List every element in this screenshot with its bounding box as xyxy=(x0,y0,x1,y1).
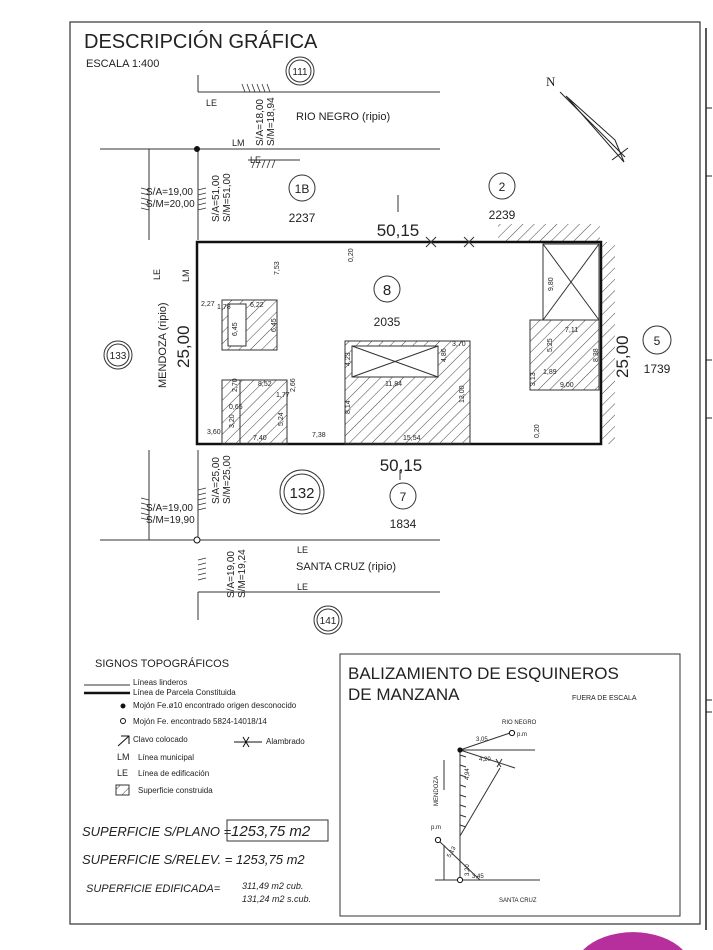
baliz-street-top: RIO NEGRO xyxy=(502,720,537,726)
legend-title: SIGNOS TOPOGRÁFICOS xyxy=(95,658,230,670)
parcel-2 xyxy=(489,173,516,222)
plan-scale: ESCALA 1:400 xyxy=(86,58,160,70)
measure-9-80: 9,80 xyxy=(548,277,555,291)
street-bottom-label: SANTA CRUZ (ripio) xyxy=(296,561,397,573)
measure-8-52: 8,52 xyxy=(258,381,272,388)
le-label-top2: LE xyxy=(250,155,262,165)
measure-7-38: 7,38 xyxy=(312,432,326,439)
lm-label-top: LM xyxy=(232,138,245,148)
lm-label-left: LM xyxy=(181,269,191,282)
measure-5-25: 5,25 xyxy=(547,338,554,352)
legend-item-parcela: Línea de Parcela Constituida xyxy=(133,688,236,697)
svg-text:2239: 2239 xyxy=(488,208,516,222)
svg-text:8: 8 xyxy=(382,282,392,299)
block-132 xyxy=(280,470,324,514)
measure-4-23: 4,23 xyxy=(345,352,352,366)
sa-19-bottom: S/A=19,00 xyxy=(226,551,237,598)
dim-bottom: 50,15 xyxy=(379,456,423,475)
measure-7-40: 7,40 xyxy=(253,435,267,442)
surface-edif-scub: 131,24 m2 s.cub. xyxy=(242,894,312,904)
measure-2-66: 2,66 xyxy=(290,378,297,392)
legend-item-mojon-origen: Mojón Fe.ø10 encontrado origen desconocido xyxy=(133,701,297,710)
dim-right: 25,00 xyxy=(613,335,632,378)
measure-6-45b: 6,45 xyxy=(271,318,278,332)
nail-icon xyxy=(118,736,129,746)
baliz-3-45: 3,45 xyxy=(472,874,484,880)
block-141 xyxy=(314,606,342,634)
svg-text:5: 5 xyxy=(653,334,661,348)
measure-4-86: 4,86 xyxy=(441,348,448,362)
balizamiento-scale: FUERA DE ESCALA xyxy=(572,695,637,702)
monument-registered xyxy=(194,537,200,543)
legend xyxy=(84,657,305,795)
sa-18: S/A=18,00 xyxy=(255,99,266,146)
measure-7-53: 7,53 xyxy=(274,261,281,275)
monument-found xyxy=(194,146,200,152)
baliz-street-bottom: SANTA CRUZ xyxy=(499,898,537,904)
baliz-4-94: 4,94 xyxy=(465,768,471,780)
svg-text:1B: 1B xyxy=(294,182,310,196)
measure-1-89: 1,89 xyxy=(543,369,557,376)
measure-1-78: 1,78 xyxy=(217,304,231,311)
measure-0-20b: 0,20 xyxy=(534,424,541,438)
svg-text:2237: 2237 xyxy=(288,211,316,225)
page-corner-mark xyxy=(583,932,683,950)
baliz-street-left: MENDOZA xyxy=(434,776,440,806)
surface-plano-value: 1253,75 m2 xyxy=(231,823,311,840)
measure-1-77: 1,77 xyxy=(276,392,290,399)
dim-left: 25,00 xyxy=(174,325,193,368)
measure-13-00: 13,00 xyxy=(459,385,466,403)
baliz-pm-top: p.m xyxy=(517,732,528,738)
parcel-7 xyxy=(390,483,417,531)
legend-item-alambrado: Alambrado xyxy=(266,737,305,746)
sa-19-left-b: S/A=19,00 xyxy=(146,503,193,514)
surface-edif-cub: 311,49 m2 cub. xyxy=(242,881,304,891)
sm-18-94: S/M=18,94 xyxy=(266,97,277,146)
measure-0-20a: 0,20 xyxy=(348,248,355,262)
parcel-1b xyxy=(289,175,316,225)
right-panel-fragments xyxy=(706,108,712,712)
legend-item-le: Línea de edificación xyxy=(138,769,210,778)
svg-text:2: 2 xyxy=(498,180,506,194)
block-133 xyxy=(104,341,132,369)
street-left-label: MENDOZA (ripio) xyxy=(157,302,169,388)
legend-item-lm: Línea municipal xyxy=(138,753,195,762)
street-top-label: RIO NEGRO (ripio) xyxy=(296,111,391,123)
sm-25-south: S/M=25,00 xyxy=(222,455,233,504)
neighbour-hatch-ne xyxy=(498,224,600,242)
parcel-8 xyxy=(374,276,401,329)
svg-text:7: 7 xyxy=(399,490,407,504)
measure-3-13: 3,13 xyxy=(530,372,537,386)
block-111 xyxy=(286,57,314,85)
baliz-3-05: 3,05 xyxy=(476,737,488,743)
measure-5-24: 5,24 xyxy=(278,412,285,426)
measure-6-45a: 6,45 xyxy=(232,322,239,336)
svg-text:2035: 2035 xyxy=(373,315,401,329)
sm-19-24-bottom: S/M=19,24 xyxy=(237,549,248,598)
measure-3-20: 3,20 xyxy=(229,414,236,428)
parcel-5 xyxy=(643,326,671,376)
baliz-3-20: 3,20 xyxy=(465,864,471,876)
svg-text:LE: LE xyxy=(117,768,129,778)
balizamiento-title-1: BALIZAMIENTO DE ESQUINEROS xyxy=(348,664,619,683)
svg-text:133: 133 xyxy=(109,351,127,362)
legend-item-clavo: Clavo colocado xyxy=(133,735,188,744)
measure-3-60: 3,60 xyxy=(207,429,221,436)
baliz-pm-left: p.m xyxy=(431,825,442,831)
legend-item-linderos: Líneas linderos xyxy=(133,678,188,687)
measure-9-00: 9,00 xyxy=(560,382,574,389)
le-label-top: LE xyxy=(206,98,218,108)
legend-item-mojon: Mojón Fe. encontrado 5824-14018/14 xyxy=(133,717,267,726)
measure-6-22: 6,22 xyxy=(250,302,264,309)
balizamiento-panel xyxy=(340,654,680,916)
measure-3-70: 3,70 xyxy=(452,341,466,348)
svg-text:1834: 1834 xyxy=(389,517,417,531)
north-label: N xyxy=(546,74,556,89)
balizamiento-title-2: DE MANZANA xyxy=(348,685,460,704)
sa-51: S/A=51,00 xyxy=(211,175,222,222)
north-arrow-icon xyxy=(546,74,628,162)
le-label-bottom: LE xyxy=(297,545,309,555)
measure-11-84: 11,84 xyxy=(385,381,402,388)
sa-25-south: S/A=25,00 xyxy=(211,457,222,504)
measure-15-54: 15,54 xyxy=(403,435,421,442)
measure-2-70: 2,70 xyxy=(232,378,239,392)
hatch-swatch-icon xyxy=(116,785,129,795)
svg-text:LM: LM xyxy=(117,752,130,762)
measure-2-27: 2,27 xyxy=(201,301,215,308)
sa-19-left: S/A=19,00 xyxy=(146,187,193,198)
fence-icon xyxy=(234,737,262,747)
building-d xyxy=(530,244,599,390)
svg-text:1739: 1739 xyxy=(643,362,671,376)
sm-51: S/M=51,00 xyxy=(222,173,233,222)
measure-8-38: 8,38 xyxy=(593,348,600,362)
sm-20-left: S/M=20,00 xyxy=(146,199,195,210)
surface-relev: SUPERFICIE S/RELEV. = 1253,75 m2 xyxy=(82,852,305,867)
baliz-4-20: 4,20 xyxy=(479,757,491,763)
dim-top: 50,15 xyxy=(376,221,420,240)
surface-plano-label: SUPERFICIE S/PLANO = xyxy=(82,824,232,839)
svg-text:132: 132 xyxy=(289,485,315,502)
surface-summary xyxy=(82,820,328,904)
plan-title: DESCRIPCIÓN GRÁFICA xyxy=(84,31,318,53)
svg-text:141: 141 xyxy=(319,616,337,627)
le-label-bottom2: LE xyxy=(297,582,309,592)
baliz-5-13: 5,13 xyxy=(446,845,458,859)
le-label-left: LE xyxy=(152,268,162,280)
measure-0-65: 0,65 xyxy=(229,404,243,411)
legend-item-superficie: Superficie construida xyxy=(138,786,213,795)
measure-7-11: 7,11 xyxy=(565,327,579,334)
measure-8-14: 8,14 xyxy=(345,400,352,414)
svg-text:111: 111 xyxy=(292,67,308,78)
surface-edif-label: SUPERFICIE EDIFICADA= xyxy=(86,883,221,895)
building-c xyxy=(345,341,470,444)
sm-19-90-left: S/M=19,90 xyxy=(146,515,195,526)
